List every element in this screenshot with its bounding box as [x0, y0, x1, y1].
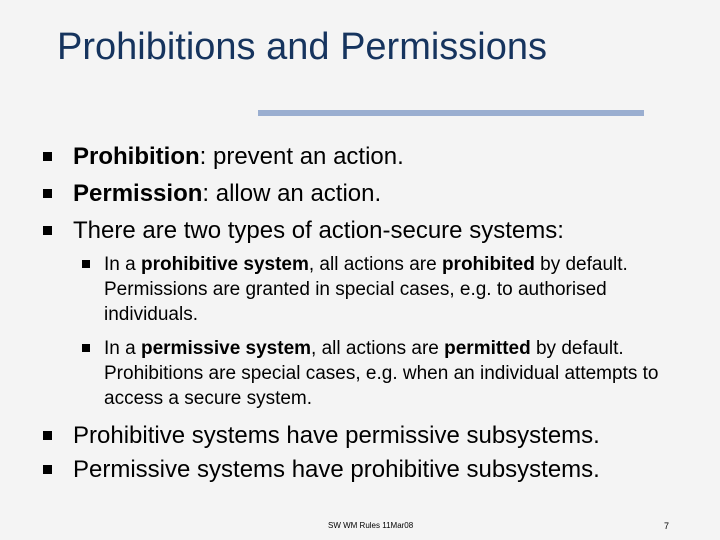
sub-bullet-item — [82, 336, 694, 411]
square-bullet-icon — [43, 226, 52, 235]
bullet-text: Prohibition: prevent an action. — [73, 143, 404, 170]
square-bullet-icon — [43, 465, 52, 474]
sub-bullet-item — [82, 252, 694, 327]
bullet-text: Permissive systems have prohibitive subsystems. — [73, 456, 600, 483]
square-bullet-icon — [82, 344, 90, 352]
bullet-item — [43, 217, 564, 245]
bullet-text: There are two types of action-secure systems: — [73, 217, 564, 244]
bullet-item — [43, 456, 600, 484]
footer-text: SW WM Rules 11Mar08 — [328, 521, 414, 530]
sub-bullet-text: In a permissive system, all actions are permitted by default. Prohibitions are special cases, e.g. when an individual attempts to access a secure system. — [104, 338, 659, 409]
square-bullet-icon — [82, 260, 90, 268]
square-bullet-icon — [43, 431, 52, 440]
square-bullet-icon — [43, 152, 52, 161]
page-number: 7 — [664, 521, 670, 531]
title-underline — [258, 110, 644, 116]
bullet-item — [43, 180, 381, 208]
slide-title: Prohibitions and Permissions — [57, 26, 548, 68]
square-bullet-icon — [43, 189, 52, 198]
bullet-text: Prohibitive systems have permissive subsystems. — [73, 422, 600, 449]
bullet-item — [43, 143, 404, 171]
bullet-text: Permission: allow an action. — [73, 180, 382, 207]
bullet-item — [43, 422, 600, 450]
sub-bullet-text: In a prohibitive system, all actions are prohibited by default. Permissions are granted in special cases, e.g. to authorised individuals. — [104, 254, 628, 325]
